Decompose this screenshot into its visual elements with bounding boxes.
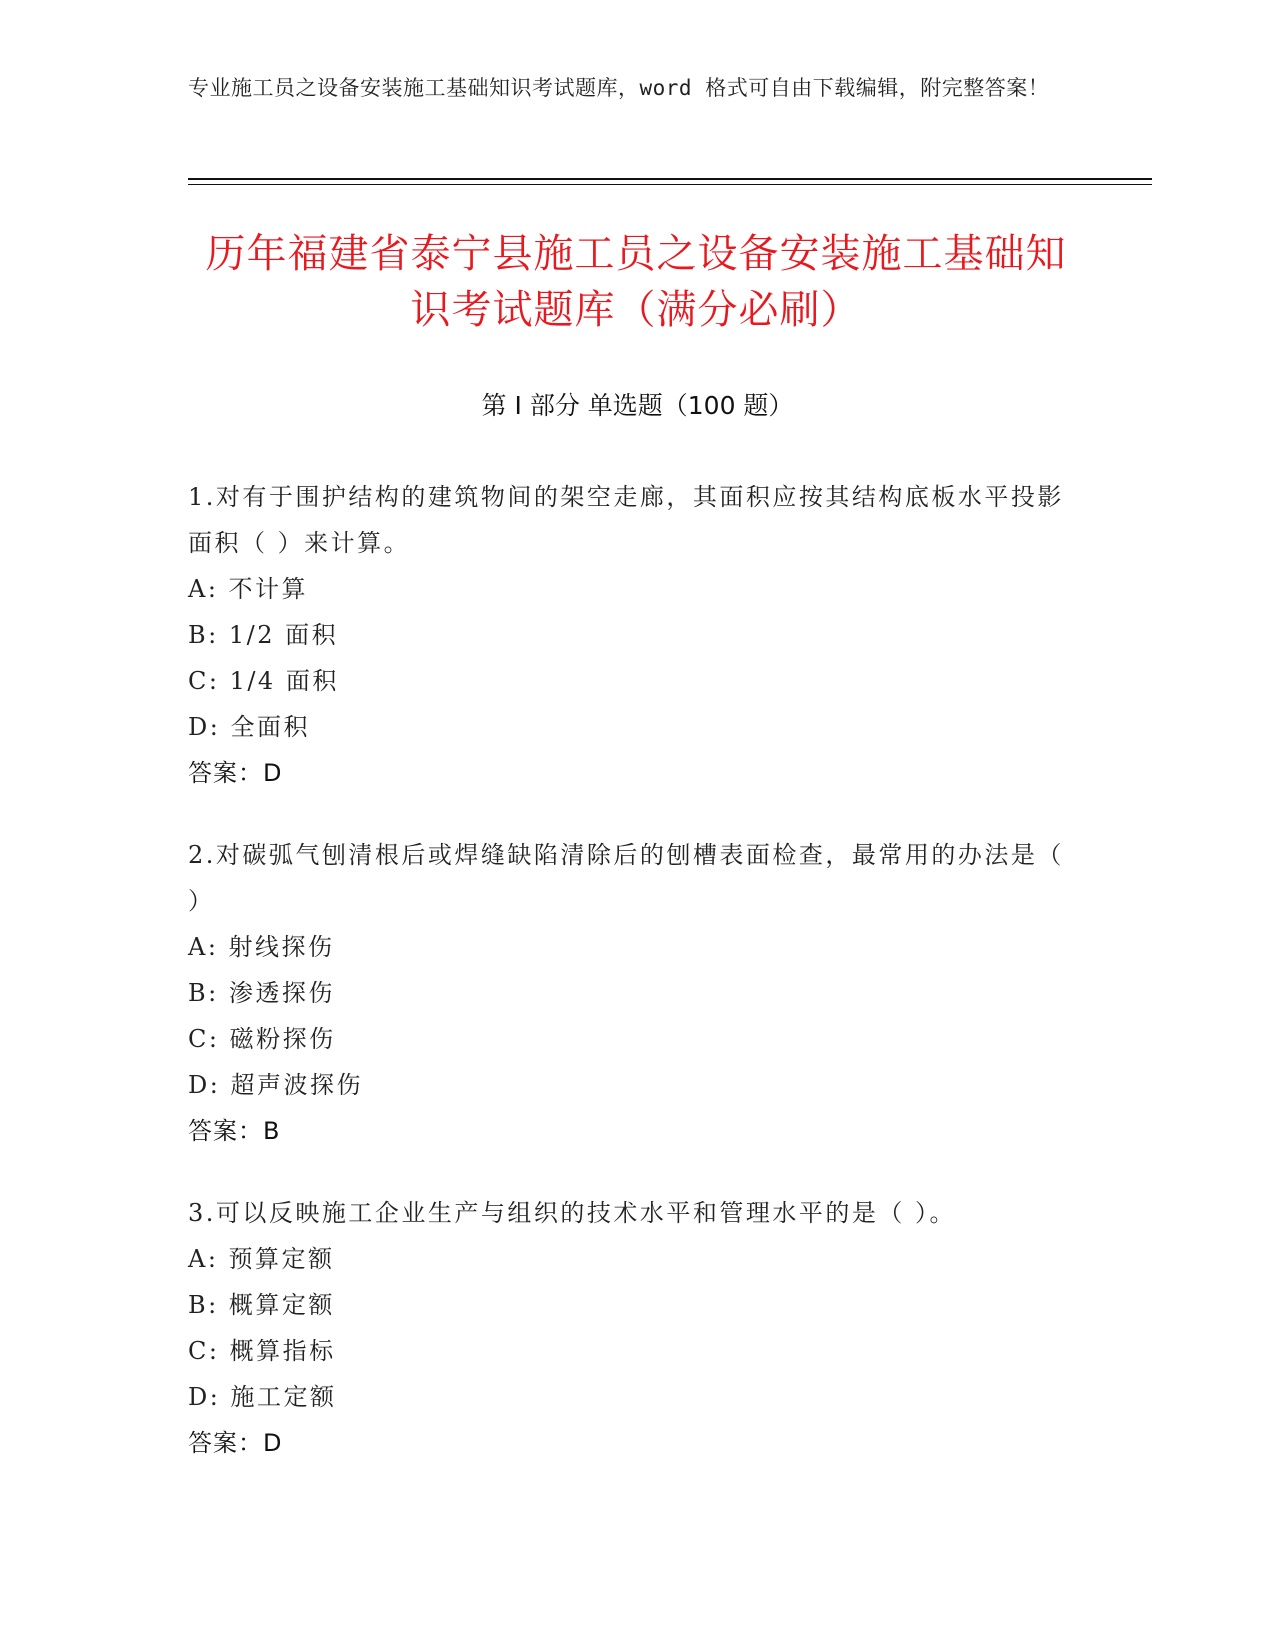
question-item — [188, 474, 1068, 796]
option-c: C: 1/4 面积 — [188, 667, 339, 695]
question-stem: 3.可以反映施工企业生产与组织的技术水平和管理水平的是（ ）。 — [188, 1199, 957, 1227]
question-stem: 2.对碳弧气刨清根后或焊缝缺陷清除后的刨槽表面检查，最常用的办法是（ ） — [188, 841, 1064, 915]
option-a: A: 预算定额 — [188, 1245, 335, 1273]
option-b: B: 1/2 面积 — [188, 621, 339, 649]
option-d: D: 施工定额 — [188, 1383, 337, 1411]
option-d: D: 全面积 — [188, 713, 310, 741]
question-list — [188, 474, 1068, 1502]
option-b: B: 渗透探伤 — [188, 979, 335, 1007]
option-c: C: 磁粉探伤 — [188, 1025, 336, 1053]
option-b: B: 概算定额 — [188, 1291, 335, 1319]
option-a: A: 射线探伤 — [188, 933, 335, 961]
question-item — [188, 832, 1068, 1154]
section-heading: 第 I 部分 单选题（100 题） — [481, 391, 794, 420]
header-divider-thick — [188, 178, 1152, 180]
document-title: 历年福建省泰宁县施工员之设备安装施工基础知识考试题库（满分必刷） — [205, 231, 1067, 333]
option-d: D: 超声波探伤 — [188, 1071, 363, 1099]
header-divider-thin — [188, 184, 1152, 185]
answer-line: 答案：D — [188, 1429, 283, 1457]
header-note: 专业施工员之设备安装施工基础知识考试题库，word 格式可自由下载编辑，附完整答案！ — [188, 76, 1050, 100]
question-stem: 1.对有于围护结构的建筑物间的架空走廊，其面积应按其结构底板水平投影面积（ ）来计算。 — [188, 483, 1064, 557]
option-a: A: 不计算 — [188, 575, 309, 603]
option-c: C: 概算指标 — [188, 1337, 336, 1365]
answer-line: 答案：D — [188, 759, 283, 787]
question-item — [188, 1190, 1068, 1466]
answer-line: 答案：B — [188, 1117, 281, 1145]
